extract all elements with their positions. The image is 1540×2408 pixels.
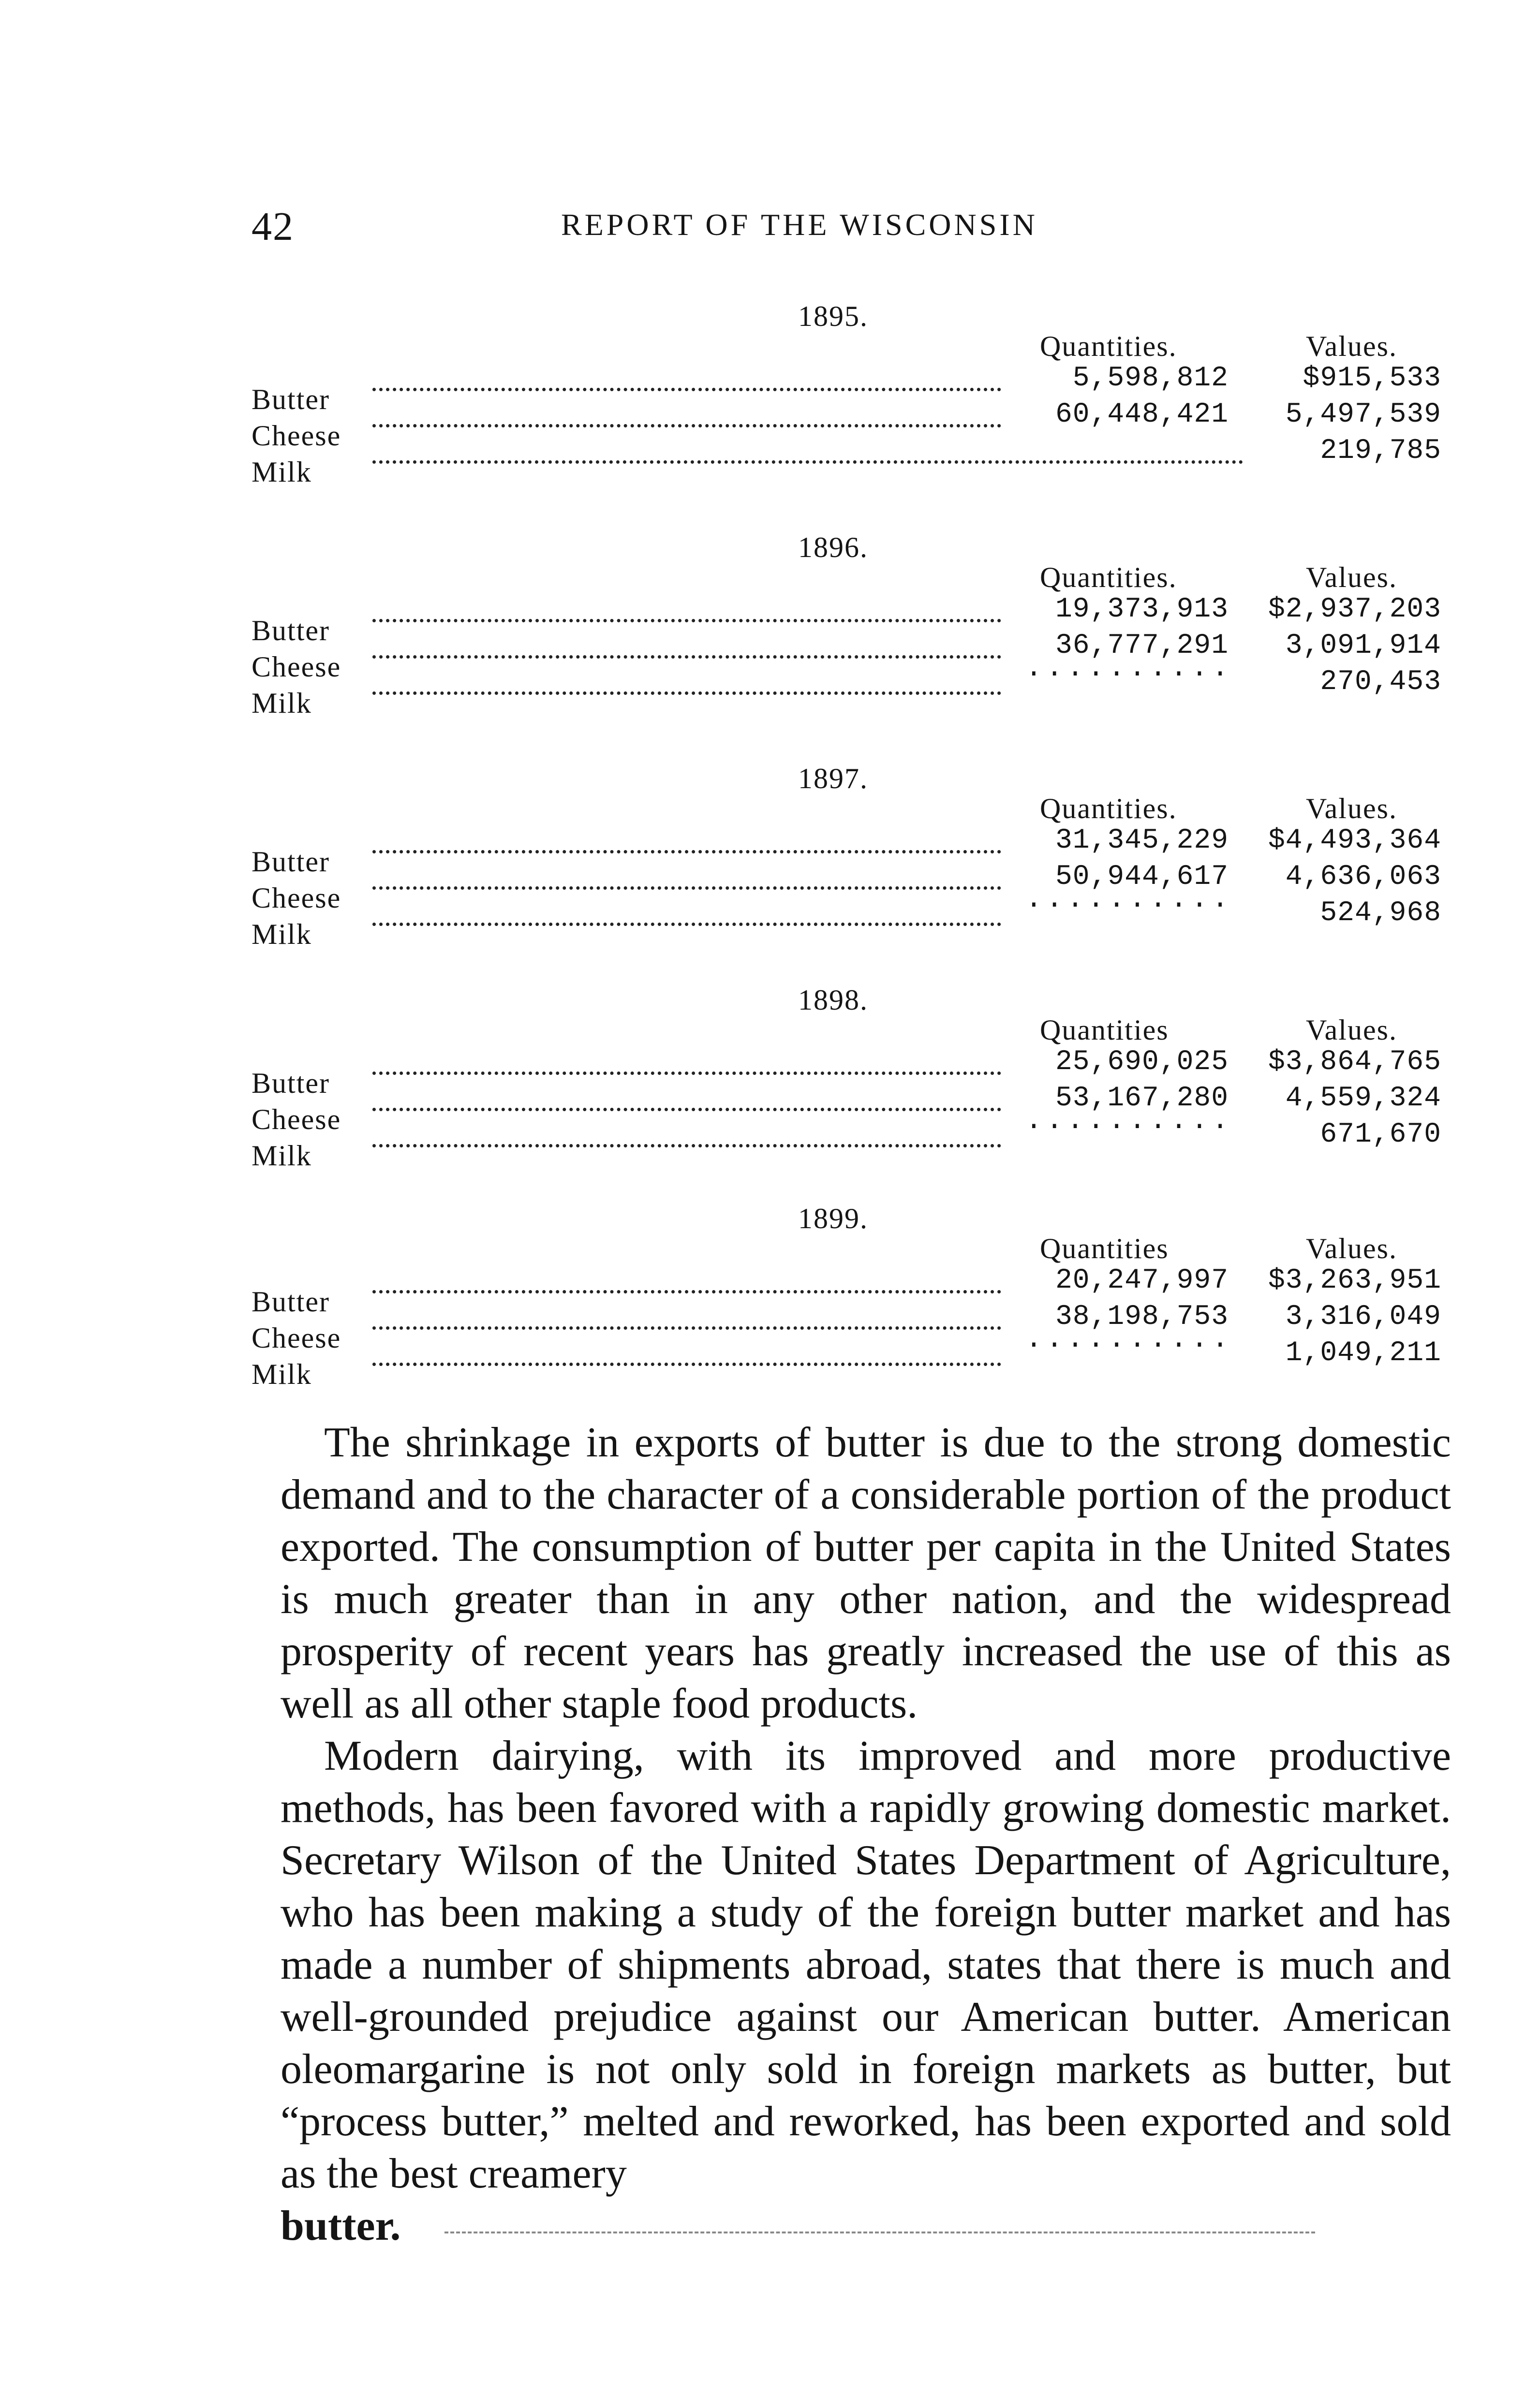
paragraph-final-word: butter. <box>281 2202 401 2249</box>
value-cell: $3,864,765 <box>1268 1046 1441 1078</box>
quantity-cell: .......... <box>1025 1105 1233 1137</box>
dot-leader <box>372 604 1001 622</box>
page-header <box>252 198 1490 251</box>
year-heading: 1899. <box>798 1203 868 1234</box>
quantity-cell: 31,345,229 <box>1055 825 1229 856</box>
paragraph-end-line <box>281 2200 1451 2252</box>
product-label: Cheese <box>252 1103 341 1135</box>
value-cell: $3,263,951 <box>1268 1265 1441 1296</box>
dot-leader <box>372 677 1001 695</box>
dot-leader <box>372 1276 1001 1293</box>
product-label: Butter <box>252 615 330 646</box>
quantity-cell: .......... <box>1025 1324 1233 1355</box>
quantities-heading: Quantities <box>1040 1233 1169 1264</box>
product-label: Butter <box>252 383 330 415</box>
dot-leader <box>372 410 1001 427</box>
running-head: REPORT OF THE WISCONSIN <box>561 207 1038 242</box>
table-row <box>252 1105 1451 1172</box>
values-heading: Values. <box>1306 1233 1397 1264</box>
table-year-1898 <box>252 984 1451 1187</box>
quantity-cell: .......... <box>1025 653 1233 684</box>
value-cell: 3,316,049 <box>1285 1301 1441 1333</box>
quantity-cell: 60,448,421 <box>1055 399 1229 430</box>
quantities-heading: Quantities <box>1040 1014 1169 1046</box>
product-label: Milk <box>252 456 312 488</box>
product-label: Milk <box>252 1358 312 1390</box>
values-heading: Values. <box>1306 1014 1397 1046</box>
table-year-1899 <box>252 1202 1451 1405</box>
values-heading: Values. <box>1306 561 1397 593</box>
table-row <box>252 884 1451 950</box>
product-label: Butter <box>252 1286 330 1318</box>
end-rule <box>444 2227 1315 2233</box>
year-heading: 1895. <box>798 300 868 332</box>
table-row <box>252 1324 1451 1390</box>
value-cell: 3,091,914 <box>1285 630 1441 661</box>
value-cell: 219,785 <box>1320 435 1441 467</box>
quantity-cell: .......... <box>1025 884 1233 915</box>
table-row <box>252 435 1451 488</box>
value-cell: $915,533 <box>1303 363 1441 394</box>
quantity-cell: 38,198,753 <box>1055 1301 1229 1333</box>
year-heading: 1898. <box>798 984 868 1016</box>
values-heading: Values. <box>1306 330 1397 362</box>
dot-leader <box>372 1312 1001 1330</box>
quantities-heading: Quantities. <box>1040 330 1177 362</box>
quantity-cell: 20,247,997 <box>1055 1265 1229 1296</box>
product-label: Milk <box>252 1140 312 1172</box>
dot-leader <box>372 1130 1001 1147</box>
body-text <box>281 1417 1451 2252</box>
value-cell: 5,497,539 <box>1285 399 1441 430</box>
quantities-heading: Quantities. <box>1040 561 1177 593</box>
value-cell: 270,453 <box>1320 666 1441 698</box>
paragraph: The shrinkage in exports of butter is due to the strong domestic demand and to the character of a considerable portion of the product exported. The consumption of butter per capita in the United States is much greater than in any other nation, and the widespread prosperity of recent years has greatly increased the use of this as well as all other staple food products. <box>281 1419 1451 1727</box>
table-year-1895 <box>252 300 1451 503</box>
table-year-1897 <box>252 762 1451 965</box>
values-heading: Values. <box>1306 793 1397 824</box>
product-label: Milk <box>252 918 312 950</box>
dot-leader <box>372 872 1001 890</box>
dot-leader <box>372 1093 1001 1111</box>
year-heading: 1897. <box>798 763 868 794</box>
quantity-cell: 25,690,025 <box>1055 1046 1229 1078</box>
dot-leader <box>372 1348 1001 1366</box>
value-cell: 1,049,211 <box>1285 1337 1441 1369</box>
dot-leader <box>372 373 1001 391</box>
quantity-cell: 50,944,617 <box>1055 861 1229 893</box>
paragraph <box>281 1730 1451 2200</box>
product-label: Cheese <box>252 420 341 452</box>
quantity-cell: 19,373,913 <box>1055 594 1229 625</box>
dot-leader <box>372 1057 1001 1075</box>
quantities-heading: Quantities. <box>1040 793 1177 824</box>
product-label: Butter <box>252 846 330 878</box>
dot-leader <box>372 908 1001 926</box>
table-year-1896 <box>252 531 1451 734</box>
product-label: Cheese <box>252 882 341 914</box>
dot-leader <box>372 641 1001 659</box>
value-cell: 671,670 <box>1320 1119 1441 1150</box>
year-heading: 1896. <box>798 531 868 563</box>
table-row <box>252 653 1451 719</box>
dot-leader <box>372 836 1001 853</box>
value-cell: 4,636,063 <box>1285 861 1441 893</box>
dot-leader <box>372 446 1243 464</box>
value-cell: $4,493,364 <box>1268 825 1441 856</box>
quantity-cell: 36,777,291 <box>1055 630 1229 661</box>
product-label: Milk <box>252 687 312 719</box>
value-cell: 524,968 <box>1320 897 1441 929</box>
page-number: 42 <box>252 204 294 249</box>
quantity-cell: 53,167,280 <box>1055 1083 1229 1114</box>
quantity-cell: 5,598,812 <box>1072 363 1229 394</box>
paragraph-text: Modern dairying, with its improved and more productive methods, has been favored with a rapidly growing domestic market. Secretary Wilson of the United States Department of Agriculture, who has been making a study of the foreign butter market and has made a number of shipments abroad, states that there is much and well-grounded prejudice against our American butter. American oleomargarine is not only sold in foreign markets as butter, but “process butter,” melted and reworked, has been exported and sold as the best creamery <box>281 1733 1451 2197</box>
value-cell: 4,559,324 <box>1285 1083 1441 1114</box>
value-cell: $2,937,203 <box>1268 594 1441 625</box>
product-label: Cheese <box>252 1322 341 1354</box>
product-label: Butter <box>252 1067 330 1099</box>
product-label: Cheese <box>252 651 341 683</box>
